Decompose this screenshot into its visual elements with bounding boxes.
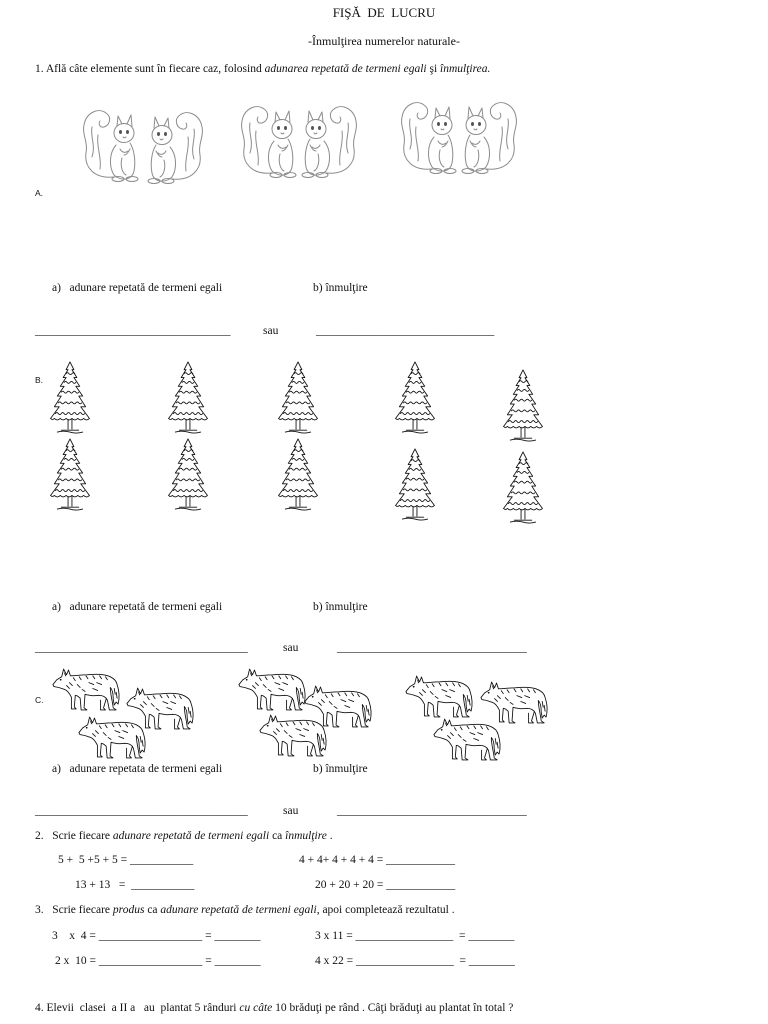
prompt-text: şi bbox=[426, 63, 441, 75]
exercise-2-item: 20 + 20 + 20 = ____________ bbox=[315, 879, 456, 891]
exercise-2-item: 13 + 13 = ___________ bbox=[75, 879, 195, 891]
exercise-3-item: 3 x 4 = __________________ = ________ bbox=[52, 930, 261, 942]
fir-tree-icon bbox=[51, 439, 90, 510]
part-b-option-a: a) adunare repetată de termeni egali bbox=[52, 601, 223, 613]
wolf-icon bbox=[79, 717, 145, 758]
prompt-emphasis: adunare repetată de termeni egali bbox=[112, 830, 270, 842]
fir-tree-icon bbox=[279, 362, 318, 433]
part-a-label: A. bbox=[35, 188, 44, 198]
fir-tree-icon bbox=[504, 452, 543, 523]
wolf-group bbox=[53, 669, 193, 758]
wolf-icon bbox=[305, 686, 371, 727]
exercise-3-item: 3 x 11 = _________________ = ________ bbox=[315, 930, 515, 942]
fir-tree-icon bbox=[51, 362, 90, 433]
squirrel-group bbox=[242, 107, 357, 178]
squirrel-icon bbox=[302, 107, 356, 178]
part-b-label: B. bbox=[35, 375, 44, 385]
part-b-or-word: sau bbox=[283, 642, 299, 654]
wolf-icon bbox=[434, 719, 500, 760]
prompt-emphasis: înmulţire bbox=[285, 830, 327, 842]
exercise-1-prompt bbox=[35, 62, 490, 76]
part-a-option-b: b) înmulţire bbox=[313, 282, 368, 294]
prompt-emphasis: adunare repetată de termeni egali bbox=[160, 904, 317, 916]
part-c-answer-blank-addition: _____________________________________ bbox=[35, 805, 248, 817]
part-b-option-b: b) înmulţire bbox=[313, 601, 368, 613]
part-c-option-b: b) înmulţire bbox=[313, 763, 368, 775]
prompt-text: 10 brăduţi pe rând . Câţi brăduţi au plantat în total ? bbox=[272, 1002, 514, 1014]
prompt-emphasis: produs bbox=[112, 904, 145, 916]
wolf-icon bbox=[406, 676, 472, 717]
fir-tree-icon bbox=[169, 439, 208, 510]
part-a-answer-blank-multiplication: _______________________________ bbox=[316, 325, 495, 337]
wolf-icon bbox=[260, 715, 326, 756]
fir-tree-icon bbox=[504, 370, 543, 441]
part-a-or-word: sau bbox=[263, 325, 279, 337]
squirrel-icon bbox=[462, 103, 516, 174]
part-c-or-word: sau bbox=[283, 805, 299, 817]
exercise-2-item: 5 + 5 +5 + 5 = ___________ bbox=[58, 854, 194, 866]
wolf-icon bbox=[239, 669, 305, 710]
worksheet-subtitle: -Înmulţirea numerelor naturale- bbox=[308, 34, 460, 48]
part-c-option-a: a) adunare repetata de termeni egali bbox=[52, 763, 223, 775]
prompt-emphasis: înmulţirea. bbox=[440, 63, 491, 75]
exercise-3-prompt bbox=[35, 903, 455, 917]
prompt-emphasis: adunarea repetată de termeni egali bbox=[264, 63, 427, 75]
wolf-icon bbox=[127, 688, 193, 729]
wolf-group bbox=[406, 676, 547, 760]
exercise-4-prompt bbox=[35, 1001, 513, 1015]
fir-tree-icon bbox=[279, 439, 318, 510]
prompt-text: ca bbox=[144, 904, 161, 916]
wolf-icon bbox=[53, 669, 119, 710]
prompt-text: 4. Elevii clasei a II a au plantat 5 rânduri bbox=[35, 1002, 240, 1014]
prompt-text: ca bbox=[269, 830, 286, 842]
prompt-text: 3. Scrie fiecare bbox=[35, 904, 113, 916]
squirrel-icon bbox=[402, 103, 456, 174]
worksheet-title: FIŞĂ DE LUCRU bbox=[332, 5, 436, 20]
part-c-label: C. bbox=[35, 695, 44, 705]
part-c-answer-blank-multiplication: _________________________________ bbox=[337, 805, 527, 817]
picture-a-squirrels bbox=[0, 95, 768, 190]
prompt-text: 2. Scrie fiecare bbox=[35, 830, 113, 842]
fir-tree-icon bbox=[396, 362, 435, 433]
fir-tree-icon bbox=[396, 449, 435, 520]
prompt-text: , apoi completează rezultatul . bbox=[316, 904, 455, 916]
squirrel-group bbox=[402, 103, 517, 174]
fir-tree-row bbox=[51, 362, 543, 441]
squirrel-group bbox=[84, 111, 203, 184]
exercise-2-item: 4 + 4+ 4 + 4 + 4 = ____________ bbox=[299, 854, 456, 866]
part-b-answer-blank-multiplication: _________________________________ bbox=[337, 642, 527, 654]
prompt-text: . bbox=[326, 830, 333, 842]
exercise-2-prompt bbox=[35, 829, 333, 843]
wolf-group bbox=[239, 669, 371, 756]
wolf-icon bbox=[481, 682, 547, 723]
prompt-emphasis: cu câte bbox=[239, 1002, 273, 1014]
picture-b-fir-trees bbox=[0, 355, 768, 530]
exercise-3-item: 2 x 10 = __________________ = ________ bbox=[55, 955, 261, 967]
squirrel-icon bbox=[242, 107, 296, 178]
part-b-answer-blank-addition: _____________________________________ bbox=[35, 642, 248, 654]
exercise-3-item: 4 x 22 = _________________ = ________ bbox=[315, 955, 515, 967]
squirrel-icon bbox=[148, 113, 202, 184]
picture-c-wolves bbox=[0, 655, 768, 765]
fir-tree-icon bbox=[169, 362, 208, 433]
prompt-text: 1. Află câte elemente sunt în fiecare caz, folosind bbox=[35, 63, 265, 75]
squirrel-icon bbox=[84, 111, 138, 182]
part-a-option-a: a) adunare repetată de termeni egali bbox=[52, 282, 223, 294]
fir-tree-row bbox=[51, 439, 543, 523]
part-a-answer-blank-addition: __________________________________ bbox=[35, 325, 231, 337]
